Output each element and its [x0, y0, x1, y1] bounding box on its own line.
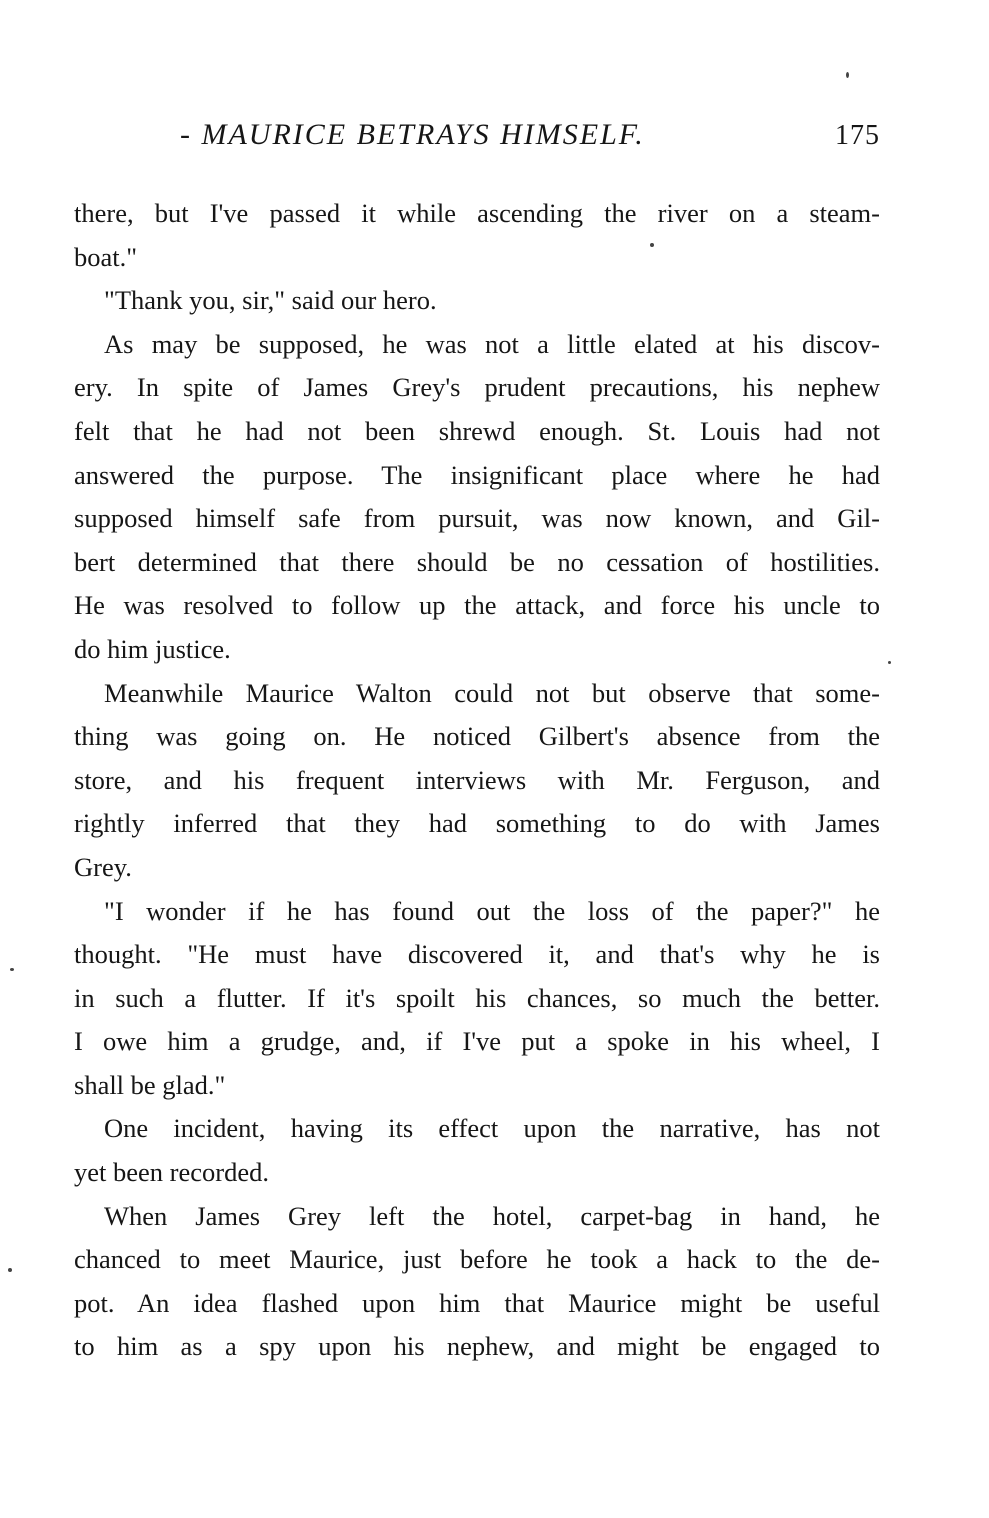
text-line: felt that he had not been shrewd enough. St. Louis had not [74, 415, 880, 446]
text-line: Meanwhile Maurice Walton could not but observe that some- [104, 677, 880, 708]
text-line: thing was going on. He noticed Gilbert's absence from the [74, 721, 880, 752]
text-line: One incident, having its effect upon the narrative, has not [104, 1113, 880, 1144]
text-line: in such a flutter. If it's spoilt his chances, so much the better. [74, 982, 880, 1013]
text-line: "I wonder if he has found out the loss of the paper?" he [104, 895, 880, 926]
text-line: "Thank you, sir," said our hero. [104, 285, 437, 316]
text-line: bert determined that there should be no cessation of hostilities. [74, 546, 880, 577]
text-line: boat." [74, 241, 138, 272]
body-text [74, 192, 880, 1369]
page-number: 175 [835, 120, 880, 151]
ink-speck [8, 1268, 12, 1272]
ink-speck [650, 243, 654, 247]
ink-speck [888, 661, 891, 664]
text-line: When James Grey left the hotel, carpet-bag in hand, he [104, 1200, 880, 1231]
text-line: I owe him a grudge, and, if I've put a spoke in his wheel, I [74, 1026, 880, 1057]
running-title: - MAURICE BETRAYS HIMSELF. [180, 118, 645, 151]
text-line: supposed himself safe from pursuit, was now known, and Gil- [74, 503, 880, 534]
text-line: yet been recorded. [74, 1157, 269, 1188]
text-line: rightly inferred that they had something to do with James [74, 808, 880, 839]
text-line: thought. "He must have discovered it, and that's why he is [74, 939, 880, 970]
text-line: to him as a spy upon his nephew, and might be engaged to [74, 1331, 880, 1362]
text-line: store, and his frequent interviews with Mr. Ferguson, and [74, 764, 880, 795]
text-line: As may be supposed, he was not a little elated at his discov- [104, 328, 880, 359]
text-line: answered the purpose. The insignificant place where he had [74, 459, 880, 490]
text-line: do him justice. [74, 633, 231, 664]
ink-speck [10, 968, 14, 971]
text-line: He was resolved to follow up the attack, and force his uncle to [74, 590, 880, 621]
text-line: Grey. [74, 851, 132, 882]
running-head [180, 118, 880, 158]
ink-speck [846, 72, 849, 78]
text-line: shall be glad." [74, 1069, 226, 1100]
text-line: there, but I've passed it while ascending the river on a steam- [74, 198, 880, 228]
text-line: chanced to meet Maurice, just before he took a hack to the de- [74, 1244, 880, 1275]
text-line: ery. In spite of James Grey's prudent precautions, his nephew [74, 372, 880, 403]
text-line: pot. An idea flashed upon him that Maurice might be useful [74, 1287, 880, 1318]
